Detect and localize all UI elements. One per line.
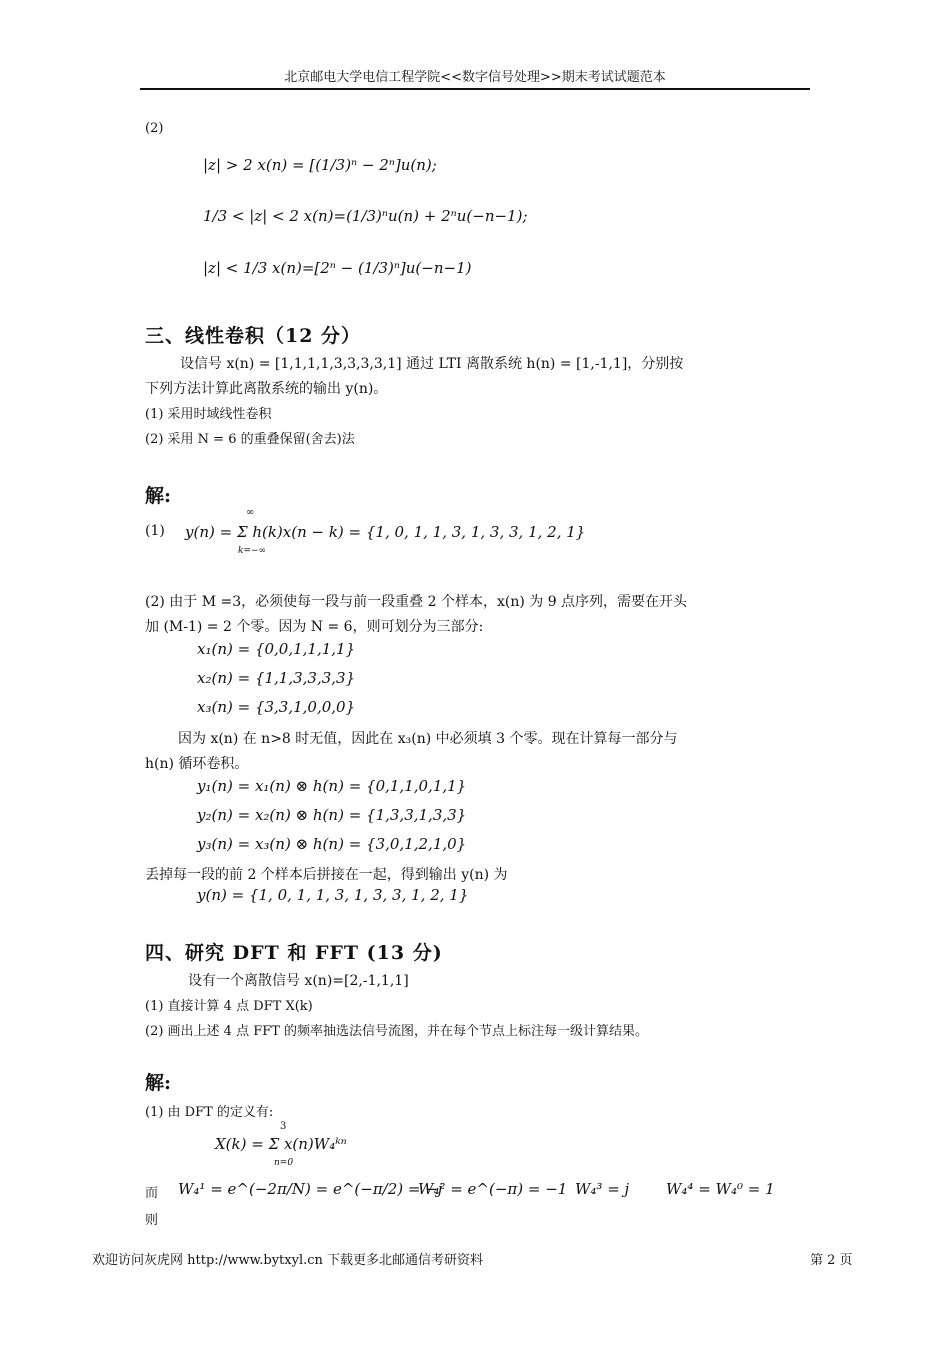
sum-lower-limit: k=−∞ xyxy=(238,546,267,556)
solution-title-2: 解: xyxy=(145,1072,172,1094)
convolution-result: y(n) = Σ h(k)x(n − k) = {1, 0, 1, 1, 3, 1, 3, 3, 1, 2, 1} xyxy=(185,523,586,541)
answer-2-para-2: 加 (M-1) = 2 个零。因为 N = 6，则可划分为三部分: xyxy=(145,619,484,635)
section-4-para-1: 设有一个离散信号 x(n)=[2,-1,1,1] xyxy=(188,973,409,989)
sum-upper-limit: ∞ xyxy=(246,507,255,518)
footer-link-text: 欢迎访问灰虎网 http://www.bytxyl.cn 下载更多北邮通信考研资料 xyxy=(92,1253,484,1268)
section-3-title: 三、线性卷积（12 分） xyxy=(145,325,362,347)
header-rule xyxy=(140,88,810,90)
part-label: (2) xyxy=(145,121,164,136)
segment-x3: x₃(n) = {3,3,1,0,0,0} xyxy=(197,698,356,716)
answer-2-para-1: (2) 由于 M =3，必须使每一段与前一段重叠 2 个样本，x(n) 为 9 点序列，需要在开头 xyxy=(145,594,688,610)
section-4-title: 四、研究 DFT 和 FFT (13 分) xyxy=(145,942,443,964)
section-3-question-1: (1) 采用时域线性卷积 xyxy=(145,407,272,422)
then-label: 则 xyxy=(145,1213,159,1228)
answer-2-para-4: h(n) 循环卷积。 xyxy=(145,756,249,772)
twiddle-w4: W₄⁴ = W₄⁰ = 1 xyxy=(666,1180,775,1198)
circular-conv-y3: y₃(n) = x₃(n) ⊗ h(n) = {3,0,1,2,1,0} xyxy=(197,835,467,853)
dft-sum-upper: 3 xyxy=(280,1121,287,1132)
twiddle-w1: W₄¹ = e^(−2π/N) = e^(−π/2) = −j xyxy=(178,1180,443,1198)
section-3-para-1: 设信号 x(n) = [1,1,1,1,3,3,3,3,1] 通过 LTI 离散系统 h(n) = [1,-1,1]，分别按 xyxy=(180,356,684,372)
final-output: y(n) = {1, 0, 1, 1, 3, 1, 3, 3, 1, 2, 1} xyxy=(197,886,469,904)
dft-sum-lower: n=0 xyxy=(274,1158,294,1168)
circular-conv-y2: y₂(n) = x₂(n) ⊗ h(n) = {1,3,3,1,3,3} xyxy=(197,806,467,824)
twiddle-w3: W₄³ = j xyxy=(575,1180,630,1198)
segment-x1: x₁(n) = {0,0,1,1,1,1} xyxy=(197,640,356,658)
dft-formula: X(k) = Σ x(n)W₄ᵏⁿ xyxy=(215,1135,347,1153)
twiddle-w2: W₄² = e^(−π) = −1 xyxy=(418,1180,568,1198)
and-label: 而 xyxy=(145,1186,159,1201)
section-3-question-2: (2) 采用 N = 6 的重叠保留(舍去)法 xyxy=(145,432,355,447)
circular-conv-y1: y₁(n) = x₁(n) ⊗ h(n) = {0,1,1,0,1,1} xyxy=(197,777,467,795)
dft-definition-intro: (1) 由 DFT 的定义有: xyxy=(145,1105,274,1120)
section-4-question-2: (2) 画出上述 4 点 FFT 的频率抽选法信号流图，并在每个节点上标注每一级计算结果。 xyxy=(145,1024,649,1039)
roc-line-2: 1/3 < |z| < 2 x(n)=(1/3)ⁿu(n) + 2ⁿu(−n−1); xyxy=(203,207,528,225)
answer-2-para-5: 丢掉每一段的前 2 个样本后拼接在一起，得到输出 y(n) 为 xyxy=(145,867,508,883)
roc-line-3: |z| < 1/3 x(n)=[2ⁿ − (1/3)ⁿ]u(−n−1) xyxy=(203,259,472,277)
section-3-para-2: 下列方法计算此离散系统的输出 y(n)。 xyxy=(145,381,388,397)
solution-title: 解: xyxy=(145,485,172,507)
answer-2-para-3: 因为 x(n) 在 n>8 时无值，因此在 x₃(n) 中必须填 3 个零。现在计算每一部分与 xyxy=(178,731,678,747)
roc-line-1: |z| > 2 x(n) = [(1/3)ⁿ − 2ⁿ]u(n); xyxy=(203,156,437,174)
section-4-question-1: (1) 直接计算 4 点 DFT X(k) xyxy=(145,999,313,1014)
answer-1-label: (1) xyxy=(145,523,165,539)
page-number: 第 2 页 xyxy=(810,1253,853,1268)
page-header: 北京邮电大学电信工程学院<<数字信号处理>>期末考试试题范本 xyxy=(284,70,666,85)
segment-x2: x₂(n) = {1,1,3,3,3,3} xyxy=(197,669,356,687)
